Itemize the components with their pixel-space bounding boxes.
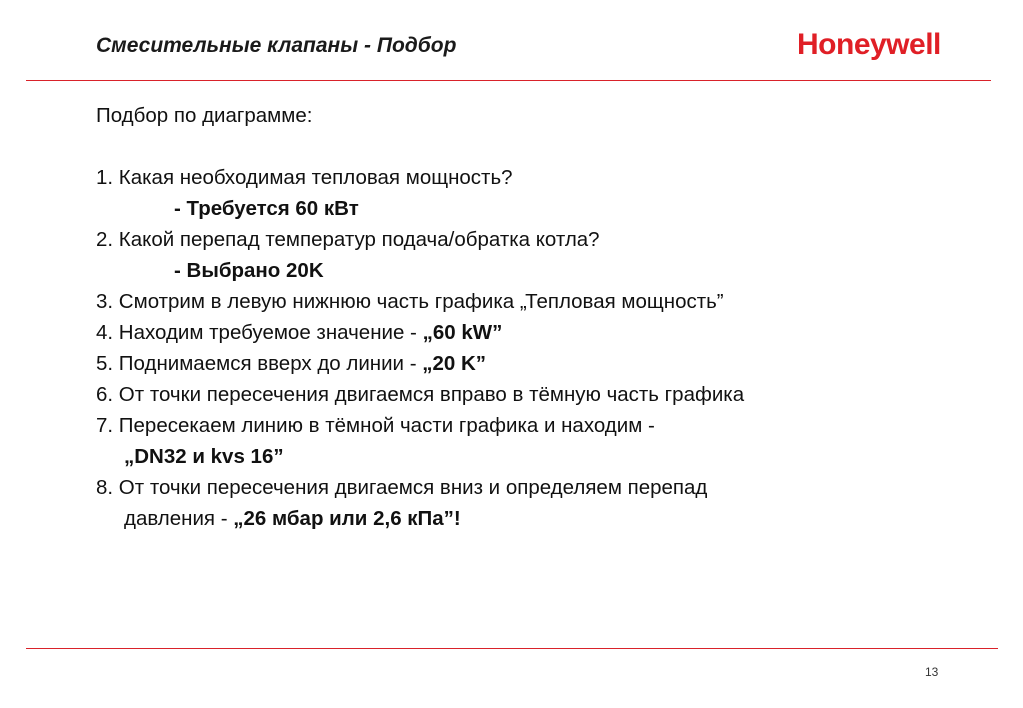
slide-body bbox=[96, 100, 976, 534]
step-2: 2. Какой перепад температур подача/обратка котла? bbox=[96, 228, 600, 251]
step-5-value: „20 K” bbox=[422, 352, 487, 375]
step-8-text: давления - bbox=[124, 507, 234, 530]
step-8-continuation bbox=[96, 503, 976, 534]
step-1: 1. Какая необходимая тепловая мощность? bbox=[96, 166, 513, 189]
step-4-value: „60 kW” bbox=[422, 321, 503, 344]
step-4-text: 4. Находим требуемое значение - bbox=[96, 321, 423, 344]
step-5 bbox=[96, 348, 976, 379]
header-divider bbox=[26, 80, 991, 81]
step-2-answer: - Выбрано 20K bbox=[174, 259, 324, 282]
step-4 bbox=[96, 317, 976, 348]
intro-text: Подбор по диаграмме: bbox=[96, 104, 313, 127]
step-5-text: 5. Поднимаемся вверх до линии - bbox=[96, 352, 423, 375]
step-7-result: „DN32 и kvs 16” bbox=[124, 445, 284, 468]
footer-divider bbox=[26, 648, 998, 649]
honeywell-logo: Honeywell bbox=[797, 28, 941, 61]
step-8-value: „26 мбар или 2,6 кПа”! bbox=[233, 507, 461, 530]
step-3: 3. Смотрим в левую нижнюю часть графика „Тепловая мощность” bbox=[96, 290, 724, 313]
step-6: 6. От точки пересечения двигаемся вправо в тёмную часть графика bbox=[96, 383, 745, 406]
step-7: 7. Пересекаем линию в тёмной части графика и находим - bbox=[96, 414, 655, 437]
step-8: 8. От точки пересечения двигаемся вниз и определяем перепад bbox=[96, 476, 708, 499]
step-1-answer: - Требуется 60 кВт bbox=[174, 197, 359, 220]
slide-title: Смесительные клапаны - Подбор bbox=[96, 34, 457, 57]
spacer bbox=[96, 131, 976, 162]
page-number: 13 bbox=[925, 665, 939, 679]
